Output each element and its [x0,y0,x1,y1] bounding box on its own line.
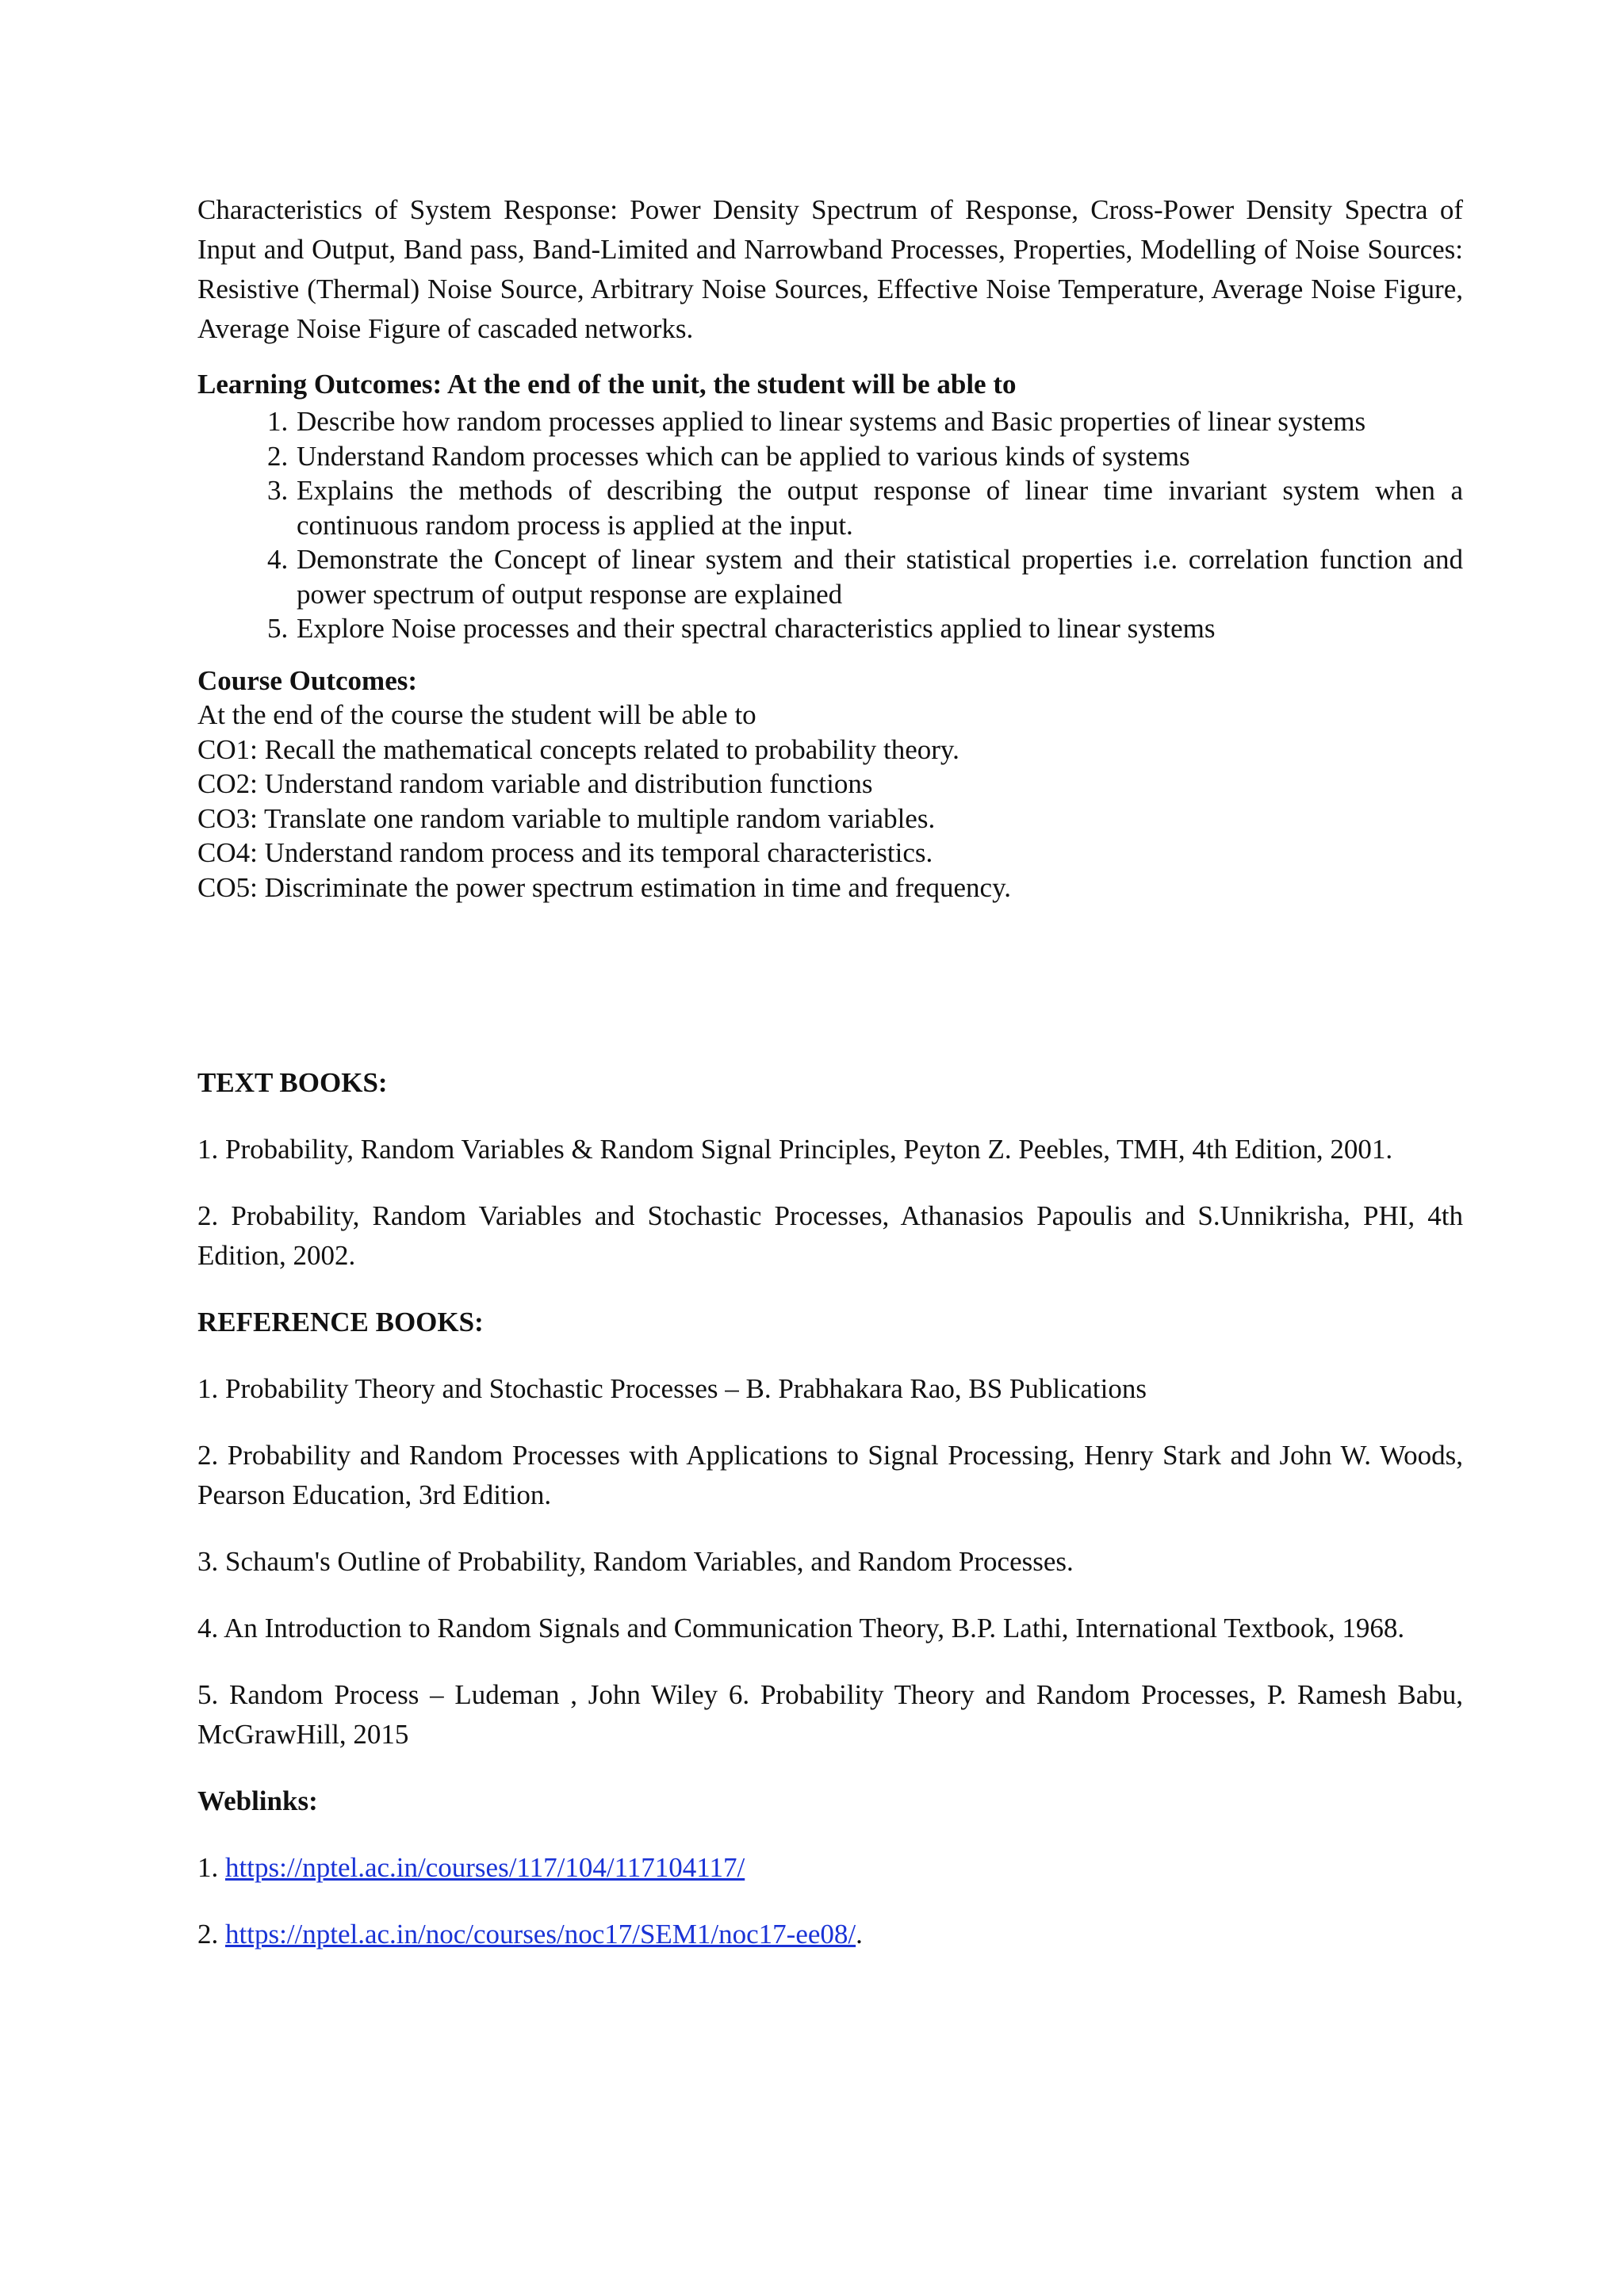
reference-book-item: 1. Probability Theory and Stochastic Processes – B. Prabhakara Rao, BS Publications [197,1373,1147,1404]
nptel-course-link[interactable]: https://nptel.ac.in/courses/117/104/117104117/ [225,1852,745,1883]
learning-outcomes-section [197,365,1463,646]
text-book-item: 2. Probability, Random Variables and Stochastic Processes, Athanasios Papoulis and S.Unnikrisha, PHI, 4th Edition, 2002. [197,1200,1463,1271]
reference-books-heading: REFERENCE BOOKS: [197,1307,484,1337]
list-item: 3. Explains the methods of describing the output response of linear time invariant system when a continuous random process is applied at the input. [295,473,1463,542]
text-books-section [197,1063,1463,1276]
list-item: 5. Explore Noise processes and their spectral characteristics applied to linear systems [295,611,1463,646]
reference-book-item: 4. An Introduction to Random Signals and Communication Theory, B.P. Lathi, International Textbook, 1968. [197,1613,1405,1644]
weblinks-section [197,1781,1463,1954]
reference-book-item: 5. Random Process – Ludeman , John Wiley 6. Probability Theory and Random Processes, P. Ramesh Babu, McGrawHill, 2015 [197,1679,1463,1750]
unit-content-paragraph: Characteristics of System Response: Power Density Spectrum of Response, Cross-Power Density Spectra of Input and Output, Band pass, Band-Limited and Narrowband Processes, Properties, Modelling of Noise Sources: Resistive (Thermal) Noise Source, Arbitrary Noise Sources, Effective Noise Temperature, Average Noise Figure, Average Noise Figure of cascaded networks. [197,194,1463,344]
course-outcomes-section [197,664,1463,905]
document-page [197,190,1463,1981]
course-outcome-item: CO5: Discriminate the power spectrum estimation in time and frequency. [197,871,1012,903]
text-books-heading: TEXT BOOKS: [197,1067,388,1098]
course-outcome-item: CO1: Recall the mathematical concepts related to probability theory. [197,733,959,765]
weblink-item [197,1848,1463,1888]
text-book-item: 1. Probability, Random Variables & Random Signal Principles, Peyton Z. Peebles, TMH, 4th Edition, 2001. [197,1134,1393,1165]
weblinks-heading: Weblinks: [197,1785,318,1816]
reference-books-section [197,1303,1463,1755]
course-outcomes-intro: At the end of the course the student will be able to [197,699,756,730]
nptel-noc-link[interactable]: https://nptel.ac.in/noc/courses/noc17/SEM1/noc17-ee08/ [225,1919,856,1950]
learning-outcomes-list [197,404,1463,646]
learning-outcomes-heading: Learning Outcomes: At the end of the unit, the student will be able to [197,369,1017,400]
list-item: 1. Describe how random processes applied to linear systems and Basic properties of linear systems [295,404,1463,439]
reference-book-item: 3. Schaum's Outline of Probability, Random Variables, and Random Processes. [197,1546,1074,1577]
list-item: 2. Understand Random processes which can be applied to various kinds of systems [295,439,1463,474]
weblink-suffix: . [856,1919,863,1950]
course-outcome-item: CO3: Translate one random variable to multiple random variables. [197,802,936,834]
course-outcomes-heading: Course Outcomes: [197,664,418,696]
weblink-number: 2. [197,1919,225,1950]
weblink-item [197,1915,1463,1954]
blank-space [197,905,1463,1063]
course-outcome-item: CO4: Understand random process and its temporal characteristics. [197,837,933,868]
weblink-number: 1. [197,1852,225,1883]
course-outcome-item: CO2: Understand random variable and distribution functions [197,768,873,799]
reference-book-item: 2. Probability and Random Processes with Applications to Signal Processing, Henry Stark and John W. Woods, Pearson Education, 3rd Edition. [197,1440,1463,1510]
list-item: 4. Demonstrate the Concept of linear system and their statistical properties i.e. correlation function and power spectrum of output response are explained [295,542,1463,611]
